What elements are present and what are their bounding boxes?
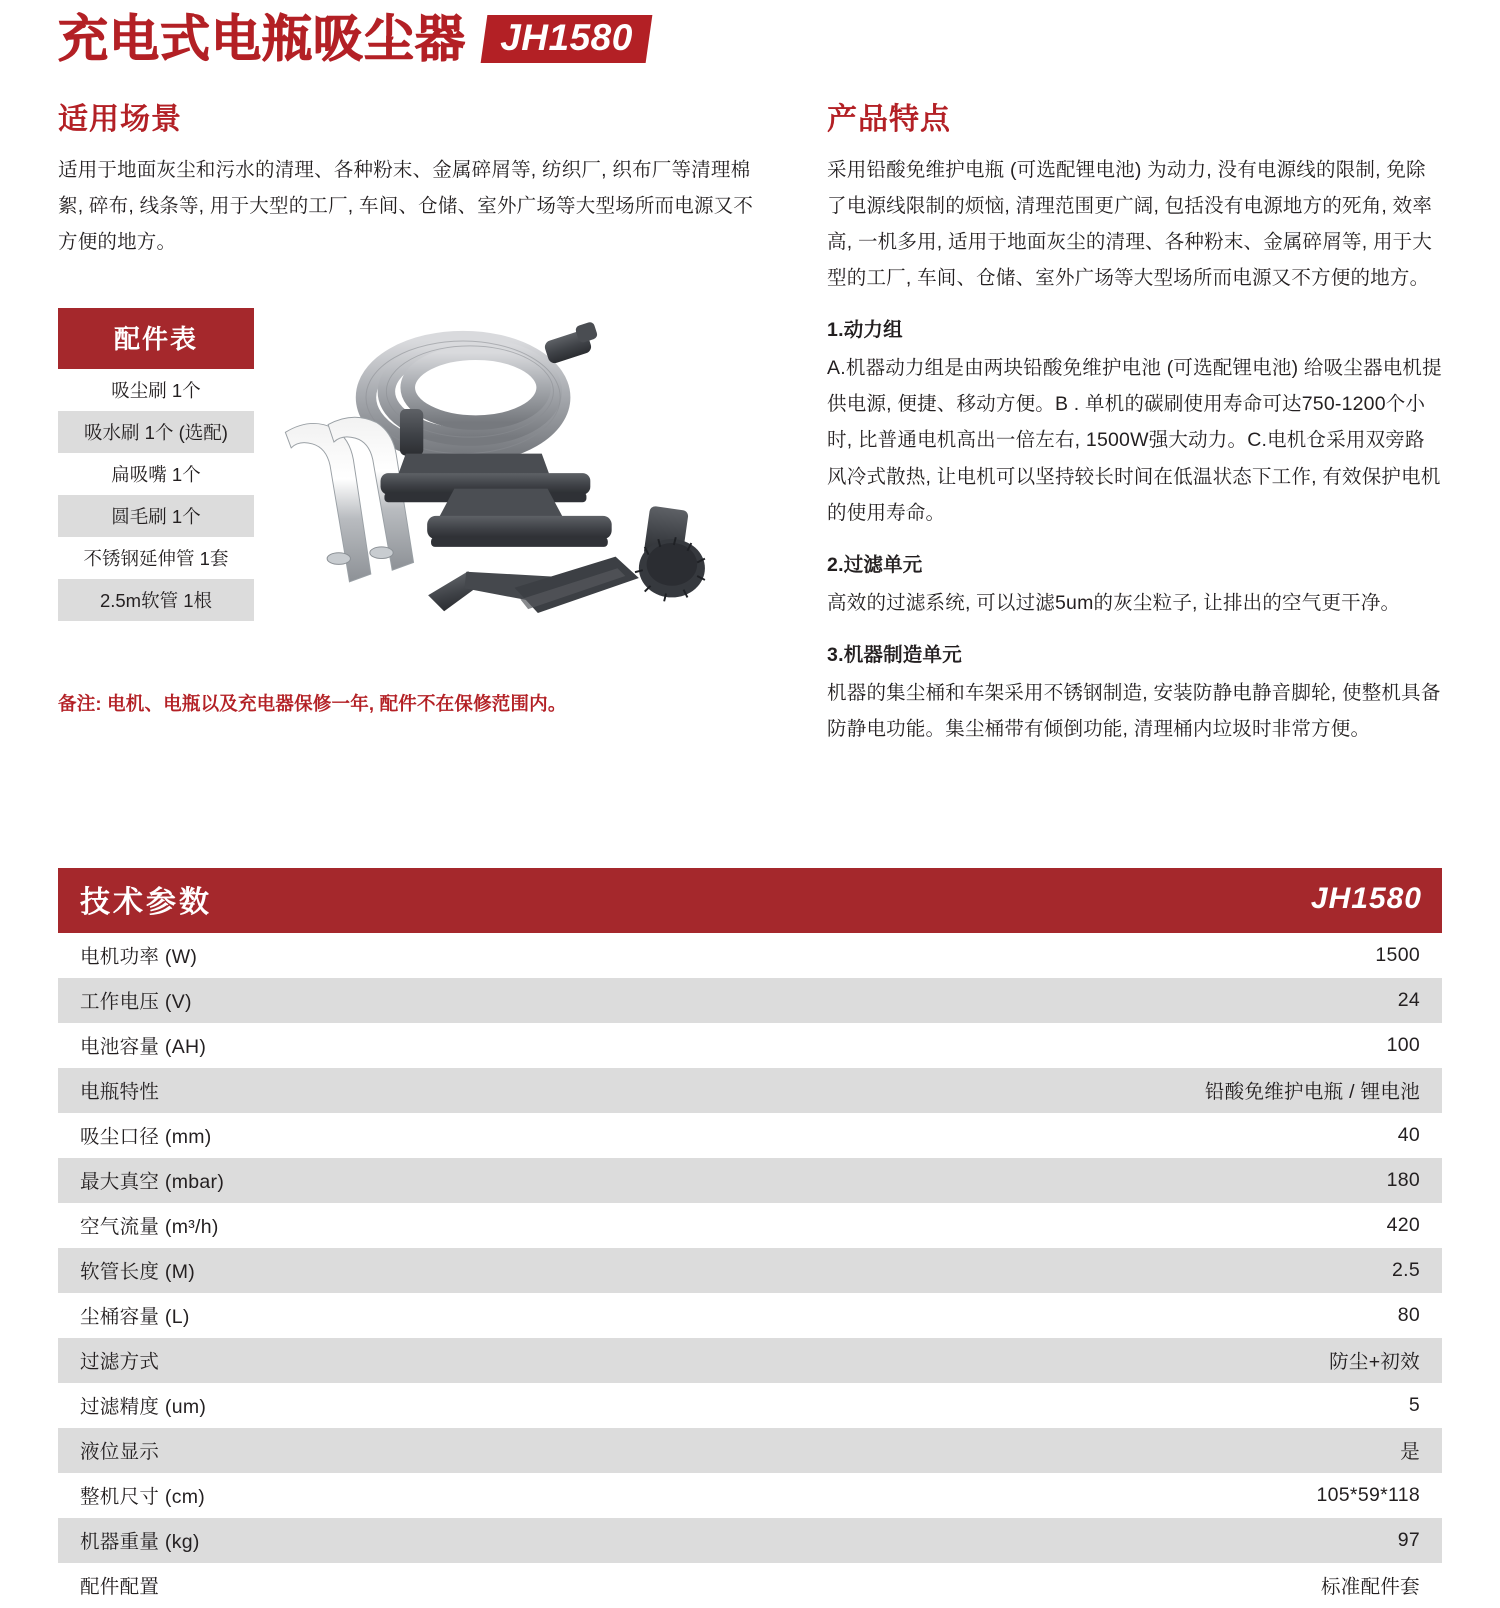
scene-heading: 适用场景 xyxy=(58,103,182,136)
spec-label: 工作电压 (V) xyxy=(80,991,192,1013)
feature-block-title: 1.动力组 xyxy=(827,319,903,342)
spec-value: 100 xyxy=(1386,1033,1420,1056)
accessory-item: 吸尘刷 1个 xyxy=(111,380,201,402)
accessories-table-header: 配件表 xyxy=(58,308,254,369)
table-row xyxy=(58,1428,1442,1473)
spec-value: 2.5 xyxy=(1391,1258,1420,1281)
feature-block-text: 机器的集尘桶和车架采用不锈钢制造, 安装防静电静音脚轮, 使整机具备防静电功能。集尘桶带有倾倒功能, 清理桶内垃圾时非常方便。 xyxy=(827,681,1441,740)
spec-value: 1500 xyxy=(1375,943,1420,966)
spec-value: 5 xyxy=(1408,1393,1420,1416)
spec-value: 是 xyxy=(1400,1441,1420,1463)
accessory-item: 不锈钢延伸管 1套 xyxy=(83,548,229,570)
spec-value: 105*59*118 xyxy=(1316,1483,1420,1506)
warranty-note: 备注: 电机、电瓶以及充电器保修一年, 配件不在保修范围内。 xyxy=(58,693,567,715)
spec-value: 24 xyxy=(1397,988,1420,1011)
page-header xyxy=(58,0,1442,68)
spec-label: 电瓶特性 xyxy=(80,1081,160,1103)
left-column xyxy=(58,94,769,747)
spec-value: 80 xyxy=(1397,1303,1420,1326)
table-row xyxy=(58,1473,1442,1518)
feature-block-title: 3.机器制造单元 xyxy=(827,643,962,666)
spec-label: 过滤方式 xyxy=(80,1351,160,1373)
spec-label: 液位显示 xyxy=(80,1441,160,1463)
table-row xyxy=(58,1383,1442,1428)
table-row xyxy=(58,933,1442,978)
spec-table-model: JH1580 xyxy=(1310,882,1422,915)
model-badge-label: JH1580 xyxy=(500,17,633,58)
right-column xyxy=(827,94,1442,747)
table-row xyxy=(58,1563,1442,1608)
spec-label: 过滤精度 (um) xyxy=(80,1396,207,1418)
spec-label: 尘桶容量 (L) xyxy=(80,1306,190,1328)
spec-value: 铅酸免维护电瓶 / 锂电池 xyxy=(1204,1081,1420,1103)
table-row xyxy=(58,1338,1442,1383)
content-columns xyxy=(58,94,1442,747)
spec-value: 标准配件套 xyxy=(1320,1576,1420,1598)
spec-value: 180 xyxy=(1386,1168,1420,1191)
features-intro: 采用铅酸免维护电瓶 (可选配锂电池) 为动力, 没有电源线的限制, 免除了电源线限制的烦恼, 清理范围更广阔, 包括没有电源地方的死角, 效率高, 一机多用, 适用于地面灰尘的清理、各种粉末、金属碎屑等, 用于大型的工厂, 车间、仓储、室外广场等大型场所而电源又不方便的地方。 xyxy=(827,159,1433,290)
accessory-item: 吸水刷 1个 (选配) xyxy=(58,411,254,453)
feature-block-text: A.机器动力组是由两块铅酸免维护电池 (可选配锂电池) 给吸尘器电机提供电源, 便捷、移动方便。B . 单机的碳刷使用寿命可达750-1200个小时, 比普通电机高出一倍左右, 1500W强大动力。C.电机仓采用双旁路风冷式散热, 让电机可以坚持较长时间在低温状态下工作, 有效保护电机的使用寿命。 xyxy=(827,357,1442,524)
table-row xyxy=(58,1203,1442,1248)
spec-label: 电机功率 (W) xyxy=(80,946,198,968)
accessories-table xyxy=(58,308,254,638)
spec-label: 整机尺寸 (cm) xyxy=(80,1486,206,1508)
accessory-item: 扁吸嘴 1个 xyxy=(111,464,201,486)
table-row xyxy=(58,1068,1442,1113)
feature-block-text: 高效的过滤系统, 可以过滤5um的灰尘粒子, 让排出的空气更干净。 xyxy=(827,591,1401,614)
features-heading: 产品特点 xyxy=(827,103,952,136)
spec-label: 配件配置 xyxy=(80,1576,160,1598)
accessory-item: 圆毛刷 1个 xyxy=(58,495,254,537)
spec-label: 空气流量 (m³/h) xyxy=(80,1216,219,1238)
table-row xyxy=(58,1158,1442,1203)
table-row xyxy=(58,1518,1442,1563)
page-title: 充电式电瓶吸尘器 xyxy=(58,10,466,68)
spec-label: 最大真空 (mbar) xyxy=(80,1171,225,1193)
table-row xyxy=(58,1113,1442,1158)
spec-table-title: 技术参数 xyxy=(80,886,212,919)
accessories-block xyxy=(58,308,769,638)
accessory-kit-photo xyxy=(264,308,769,638)
table-row xyxy=(58,1248,1442,1293)
table-row xyxy=(58,1293,1442,1338)
spec-label: 吸尘口径 (mm) xyxy=(80,1126,212,1148)
spec-value: 97 xyxy=(1397,1528,1420,1551)
spec-table-header xyxy=(58,868,1442,933)
feature-block-title: 2.过滤单元 xyxy=(827,553,923,576)
scene-text: 适用于地面灰尘和污水的清理、各种粉末、金属碎屑等, 纺织厂, 织布厂等清理棉絮, 碎布, 线条等, 用于大型的工厂, 车间、仓储、室外广场等大型场所而电源又不方便的地方。 xyxy=(58,159,754,254)
spec-table xyxy=(58,868,1442,1608)
spec-value: 40 xyxy=(1397,1123,1420,1146)
spec-label: 机器重量 (kg) xyxy=(80,1531,200,1553)
table-row xyxy=(58,978,1442,1023)
model-badge xyxy=(481,15,652,63)
spec-label: 电池容量 (AH) xyxy=(80,1036,207,1058)
spec-label: 软管长度 (M) xyxy=(80,1261,196,1283)
table-row xyxy=(58,1023,1442,1068)
accessory-item: 2.5m软管 1根 xyxy=(58,579,254,621)
spec-value: 防尘+初效 xyxy=(1329,1351,1420,1373)
spec-value: 420 xyxy=(1386,1213,1420,1236)
